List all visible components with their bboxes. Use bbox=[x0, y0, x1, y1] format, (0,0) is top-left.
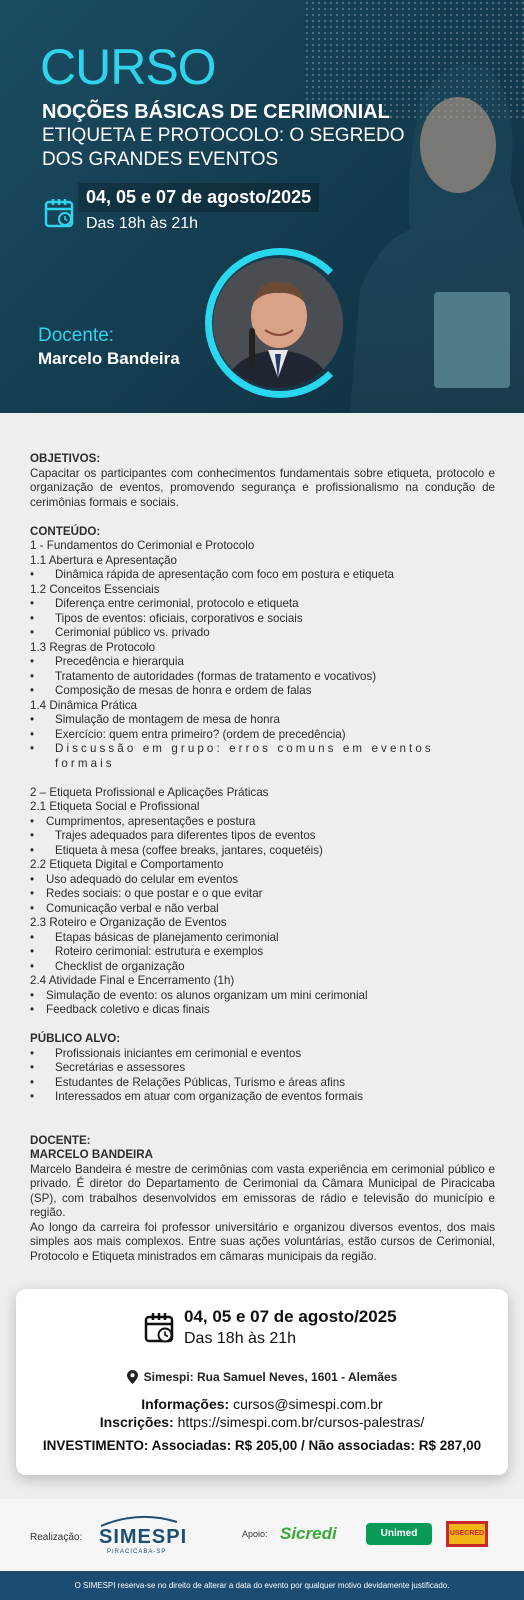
list-item: • Secretárias e assessores bbox=[30, 1061, 495, 1076]
docente-bio-name: MARCELO BANDEIRA bbox=[30, 1148, 154, 1161]
realizacao-label: Realização: bbox=[30, 1532, 83, 1543]
section-heading: 1.2 Conceitos Essenciais bbox=[30, 582, 160, 596]
list-item: • Uso adequado do celular em eventos bbox=[30, 873, 495, 888]
disclaimer-bar: O SIMESPI reserva-se no direito de alterar a data do evento por qualquer motivo devidamente justificado. bbox=[0, 1571, 524, 1600]
calendar-clock-icon bbox=[44, 197, 76, 229]
course-time: Das 18h às 21h bbox=[86, 215, 199, 232]
section-heading: 2.4 Atividade Final e Encerramento (1h) bbox=[30, 974, 235, 987]
list-item: • Dinâmica rápida de apresentação com foco em postura e etiqueta bbox=[30, 568, 495, 583]
objetivos-text: Capacitar os participantes com conhecimentos fundamentais sobre etiqueta, protocolo e organização de eventos, promovendo segurança e profissionalismo na condução de cerimônias formais e sociais. bbox=[30, 466, 495, 509]
list-item: • Comunicação verbal e não verbal bbox=[30, 902, 495, 917]
list-item: • Feedback coletivo e dicas finais bbox=[30, 1003, 495, 1018]
docente-bio-1: Marcelo Bandeira é mestre de cerimônias com vasta experiência em cerimonial público e privado. É diretor do Departamento de Cerimonial da Câmara Municipal de Piracicaba (SP), com trabalhos desenvolvidos em emissoras de rádio e televisão do município e região. bbox=[30, 1162, 495, 1219]
course-subtitle-bold: NOÇÕES BÁSICAS DE CERIMONIAL bbox=[42, 101, 390, 123]
investimento-text: INVESTIMENTO: Associadas: R$ 205,00 / Não associadas: R$ 287,00 bbox=[42, 1438, 482, 1453]
list-item: • Exercício: quem entra primeiro? (ordem de precedência) bbox=[30, 728, 495, 743]
section-heading: 1 - Fundamentos do Cerimonial e Protocolo bbox=[30, 539, 255, 552]
apoio-label: Apoio: bbox=[242, 1529, 268, 1539]
simespi-name: SIMESPI bbox=[99, 1526, 188, 1548]
info-label: Informações: bbox=[141, 1396, 230, 1412]
info-card bbox=[16, 1289, 508, 1475]
spacer bbox=[30, 1018, 495, 1033]
sponsors-footer bbox=[0, 1499, 524, 1571]
course-details bbox=[30, 452, 495, 1264]
list-item: • Etapas básicas de planejamento cerimonial bbox=[30, 931, 495, 946]
publico-list bbox=[30, 1047, 495, 1105]
list-item: • Tratamento de autoridades (formas de tratamento e vocativos) bbox=[30, 670, 495, 685]
instructor-photo bbox=[213, 258, 343, 388]
spacer bbox=[30, 510, 495, 525]
objetivos-heading: OBJETIVOS: bbox=[30, 452, 101, 465]
card-date: 04, 05 e 07 de agosto/2025 bbox=[184, 1307, 397, 1326]
section-heading: 2.1 Etiqueta Social e Profissional bbox=[30, 800, 200, 813]
list-item: • Cerimonial público vs. privado bbox=[30, 626, 495, 641]
date-box bbox=[78, 183, 319, 212]
course-subtitle: ETIQUETA E PROTOCOLO: O SEGREDO DOS GRANDES EVENTOS bbox=[42, 125, 405, 170]
section-heading: 1.1 Abertura e Apresentação bbox=[30, 553, 177, 567]
section-heading: 1.4 Dinâmica Prática bbox=[30, 698, 137, 712]
publico-heading: PÚBLICO ALVO: bbox=[30, 1032, 121, 1045]
spacer bbox=[30, 1105, 495, 1120]
woman-photo bbox=[350, 30, 524, 413]
list-item: • Cumprimentos, apresentações e postura bbox=[30, 815, 495, 830]
simespi-logo bbox=[99, 1514, 188, 1556]
section-heading: 2.2 Etiqueta Digital e Comportamento bbox=[30, 858, 224, 871]
course-date: 04, 05 e 07 de agosto/2025 bbox=[86, 187, 312, 207]
conteudo-list bbox=[30, 539, 495, 1018]
list-item: • Redes sociais: o que postar e o que evitar bbox=[30, 887, 495, 902]
docente-name: Marcelo Bandeira bbox=[38, 349, 180, 368]
section-heading: 1.3 Regras de Protocolo bbox=[30, 640, 156, 654]
list-item: • Discussão em grupo: erros comuns em eventos formais bbox=[30, 742, 495, 771]
list-item: • Composição de mesas de honra e ordem de falas bbox=[30, 684, 495, 699]
docente-label: Docente: bbox=[38, 325, 115, 346]
list-item: • Precedência e hierarquia bbox=[30, 655, 495, 670]
list-item: • Simulação de evento: os alunos organizam um mini cerimonial bbox=[30, 989, 495, 1004]
card-time: Das 18h às 21h bbox=[184, 1330, 297, 1347]
list-item: • Tipos de eventos: oficiais, corporativos e sociais bbox=[30, 612, 495, 627]
location-text: Simespi: Rua Samuel Neves, 1601 - Alemães bbox=[143, 1370, 398, 1384]
section-heading: 2 – Etiqueta Profissional e Aplicações Práticas bbox=[30, 785, 269, 799]
list-item: • Etiqueta à mesa (coffee breaks, jantares, coquetéis) bbox=[30, 844, 495, 859]
card-contact bbox=[16, 1395, 508, 1431]
conteudo-heading: CONTEÚDO: bbox=[30, 524, 101, 538]
spacer bbox=[30, 1119, 495, 1134]
simespi-city: PIRACICABA-SP bbox=[107, 1549, 167, 1555]
list-item: • Estudantes de Relações Públicas, Turismo e áreas afins bbox=[30, 1076, 495, 1091]
card-location bbox=[16, 1370, 508, 1384]
spacer bbox=[30, 771, 495, 786]
location-pin-icon bbox=[127, 1370, 138, 1384]
list-item: • Diferença entre cerimonial, protocolo e etiqueta bbox=[30, 597, 495, 612]
list-item: • Profissionais iniciantes em cerimonial e eventos bbox=[30, 1047, 495, 1062]
list-item: • Roteiro cerimonial: estrutura e exemplos bbox=[30, 945, 495, 960]
list-item: • Interessados em atuar com organização de eventos formais bbox=[30, 1090, 495, 1105]
docente-heading: DOCENTE: bbox=[30, 1133, 91, 1147]
hero-banner bbox=[0, 0, 524, 413]
inscricoes-link[interactable]: https://simespi.com.br/cursos-palestras/ bbox=[177, 1414, 425, 1430]
list-item: • Simulação de montagem de mesa de honra bbox=[30, 713, 495, 728]
info-email-link[interactable]: cursos@simespi.com.br bbox=[233, 1396, 383, 1412]
sicredi-logo: Sicredi bbox=[280, 1524, 337, 1543]
list-item: • Checklist de organização bbox=[30, 960, 495, 975]
usecred-logo: USECRED bbox=[446, 1521, 488, 1547]
calendar-clock-icon bbox=[144, 1311, 176, 1345]
course-title: CURSO bbox=[40, 39, 216, 95]
unimed-logo: Unimed bbox=[366, 1523, 432, 1545]
docente-bio-2: Ao longo da carreira foi professor universitário e organizou diversos eventos, dos mais simples aos mais complexos. Entre suas ações voluntárias, estão cursos de Cerimonial, Protocolo e Etiqueta ministrados em câmaras municipais da região. bbox=[30, 1220, 495, 1263]
inscricoes-label: Inscrições: bbox=[99, 1414, 174, 1430]
list-item: • Trajes adequados para diferentes tipos de eventos bbox=[30, 829, 495, 844]
section-heading: 2.3 Roteiro e Organização de Eventos bbox=[30, 916, 227, 929]
